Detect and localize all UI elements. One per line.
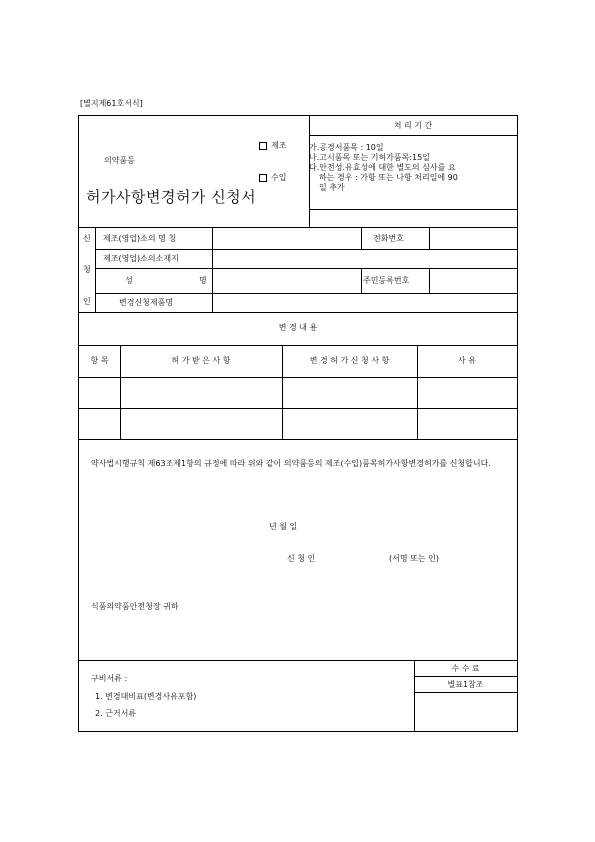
- checkbox-icon: [259, 174, 267, 182]
- column-header: 허 가 받 은 사 항: [171, 356, 231, 365]
- changes-section-title: 변 경 내 용: [278, 323, 318, 332]
- business-address-label: 제조(영업)소의소재지: [103, 254, 179, 263]
- document-item: 1. 변경대비표(변경사유포함): [95, 692, 197, 701]
- processing-note: 나.고시품목 또는 기허가품목:15일: [309, 153, 430, 162]
- processing-note: 다.안전성.유효성에 대한 별도의 심사를 요: [309, 163, 456, 172]
- recipient-line: 식품의약품안전청장 귀하: [91, 602, 179, 611]
- document-item: 2. 근거서류: [95, 709, 137, 718]
- business-name-label: 제조(영업)소의 명 칭: [103, 234, 177, 243]
- import-label: 수입: [271, 173, 287, 182]
- form-number-label: [별지제61호서식]: [80, 99, 143, 108]
- processing-notes: [309, 143, 514, 193]
- fee-label: 수 수 료: [451, 664, 480, 673]
- column-header: 사 유: [458, 356, 476, 365]
- column-header: 변 경 허 가 신 청 사 항: [309, 356, 390, 365]
- documents-label: 구비서류 :: [91, 674, 128, 683]
- statement-text: 약사법시행규칙 제63조제1항의 규정에 따라 위와 같이 의약품등의 제조(수입)품목허가사항변경허가를 신청합니다.: [91, 459, 491, 468]
- phone-label: 전화번호: [373, 234, 404, 243]
- applicant-side-label: 청: [83, 265, 91, 274]
- category-label: 의약품등: [104, 156, 135, 165]
- product-name-label: 변경신청제품명: [119, 298, 174, 307]
- name-label: 명: [199, 276, 207, 285]
- import-check[interactable]: [259, 173, 286, 183]
- name-label: 성: [125, 276, 133, 285]
- applicant-side-label: 신: [83, 234, 91, 243]
- column-header: 항 목: [90, 356, 109, 365]
- applicant-side-label: 인: [83, 297, 91, 306]
- processing-note: 가.공경서품목 : 10일: [309, 143, 384, 152]
- processing-note: 하는 경우 : 가항 또는 나항 처리일에 90: [319, 173, 458, 182]
- checkbox-icon: [259, 142, 267, 150]
- processing-period-label: 처 리 기 간: [393, 121, 433, 130]
- manufacture-label: 제조: [271, 141, 287, 150]
- applicant-line: 신 청 인: [287, 554, 316, 563]
- manufacture-check[interactable]: [259, 141, 286, 151]
- application-form: [78, 115, 518, 732]
- fee-value: 별표1참조: [447, 680, 484, 689]
- signature-line: (서명 또는 인): [389, 554, 439, 563]
- date-line: 년 월 일: [269, 522, 298, 531]
- processing-note: 일 추가: [319, 183, 345, 192]
- resident-number-label: 주민등록번호: [363, 276, 410, 285]
- form-title: 허가사항변경허가 신청서: [86, 188, 257, 206]
